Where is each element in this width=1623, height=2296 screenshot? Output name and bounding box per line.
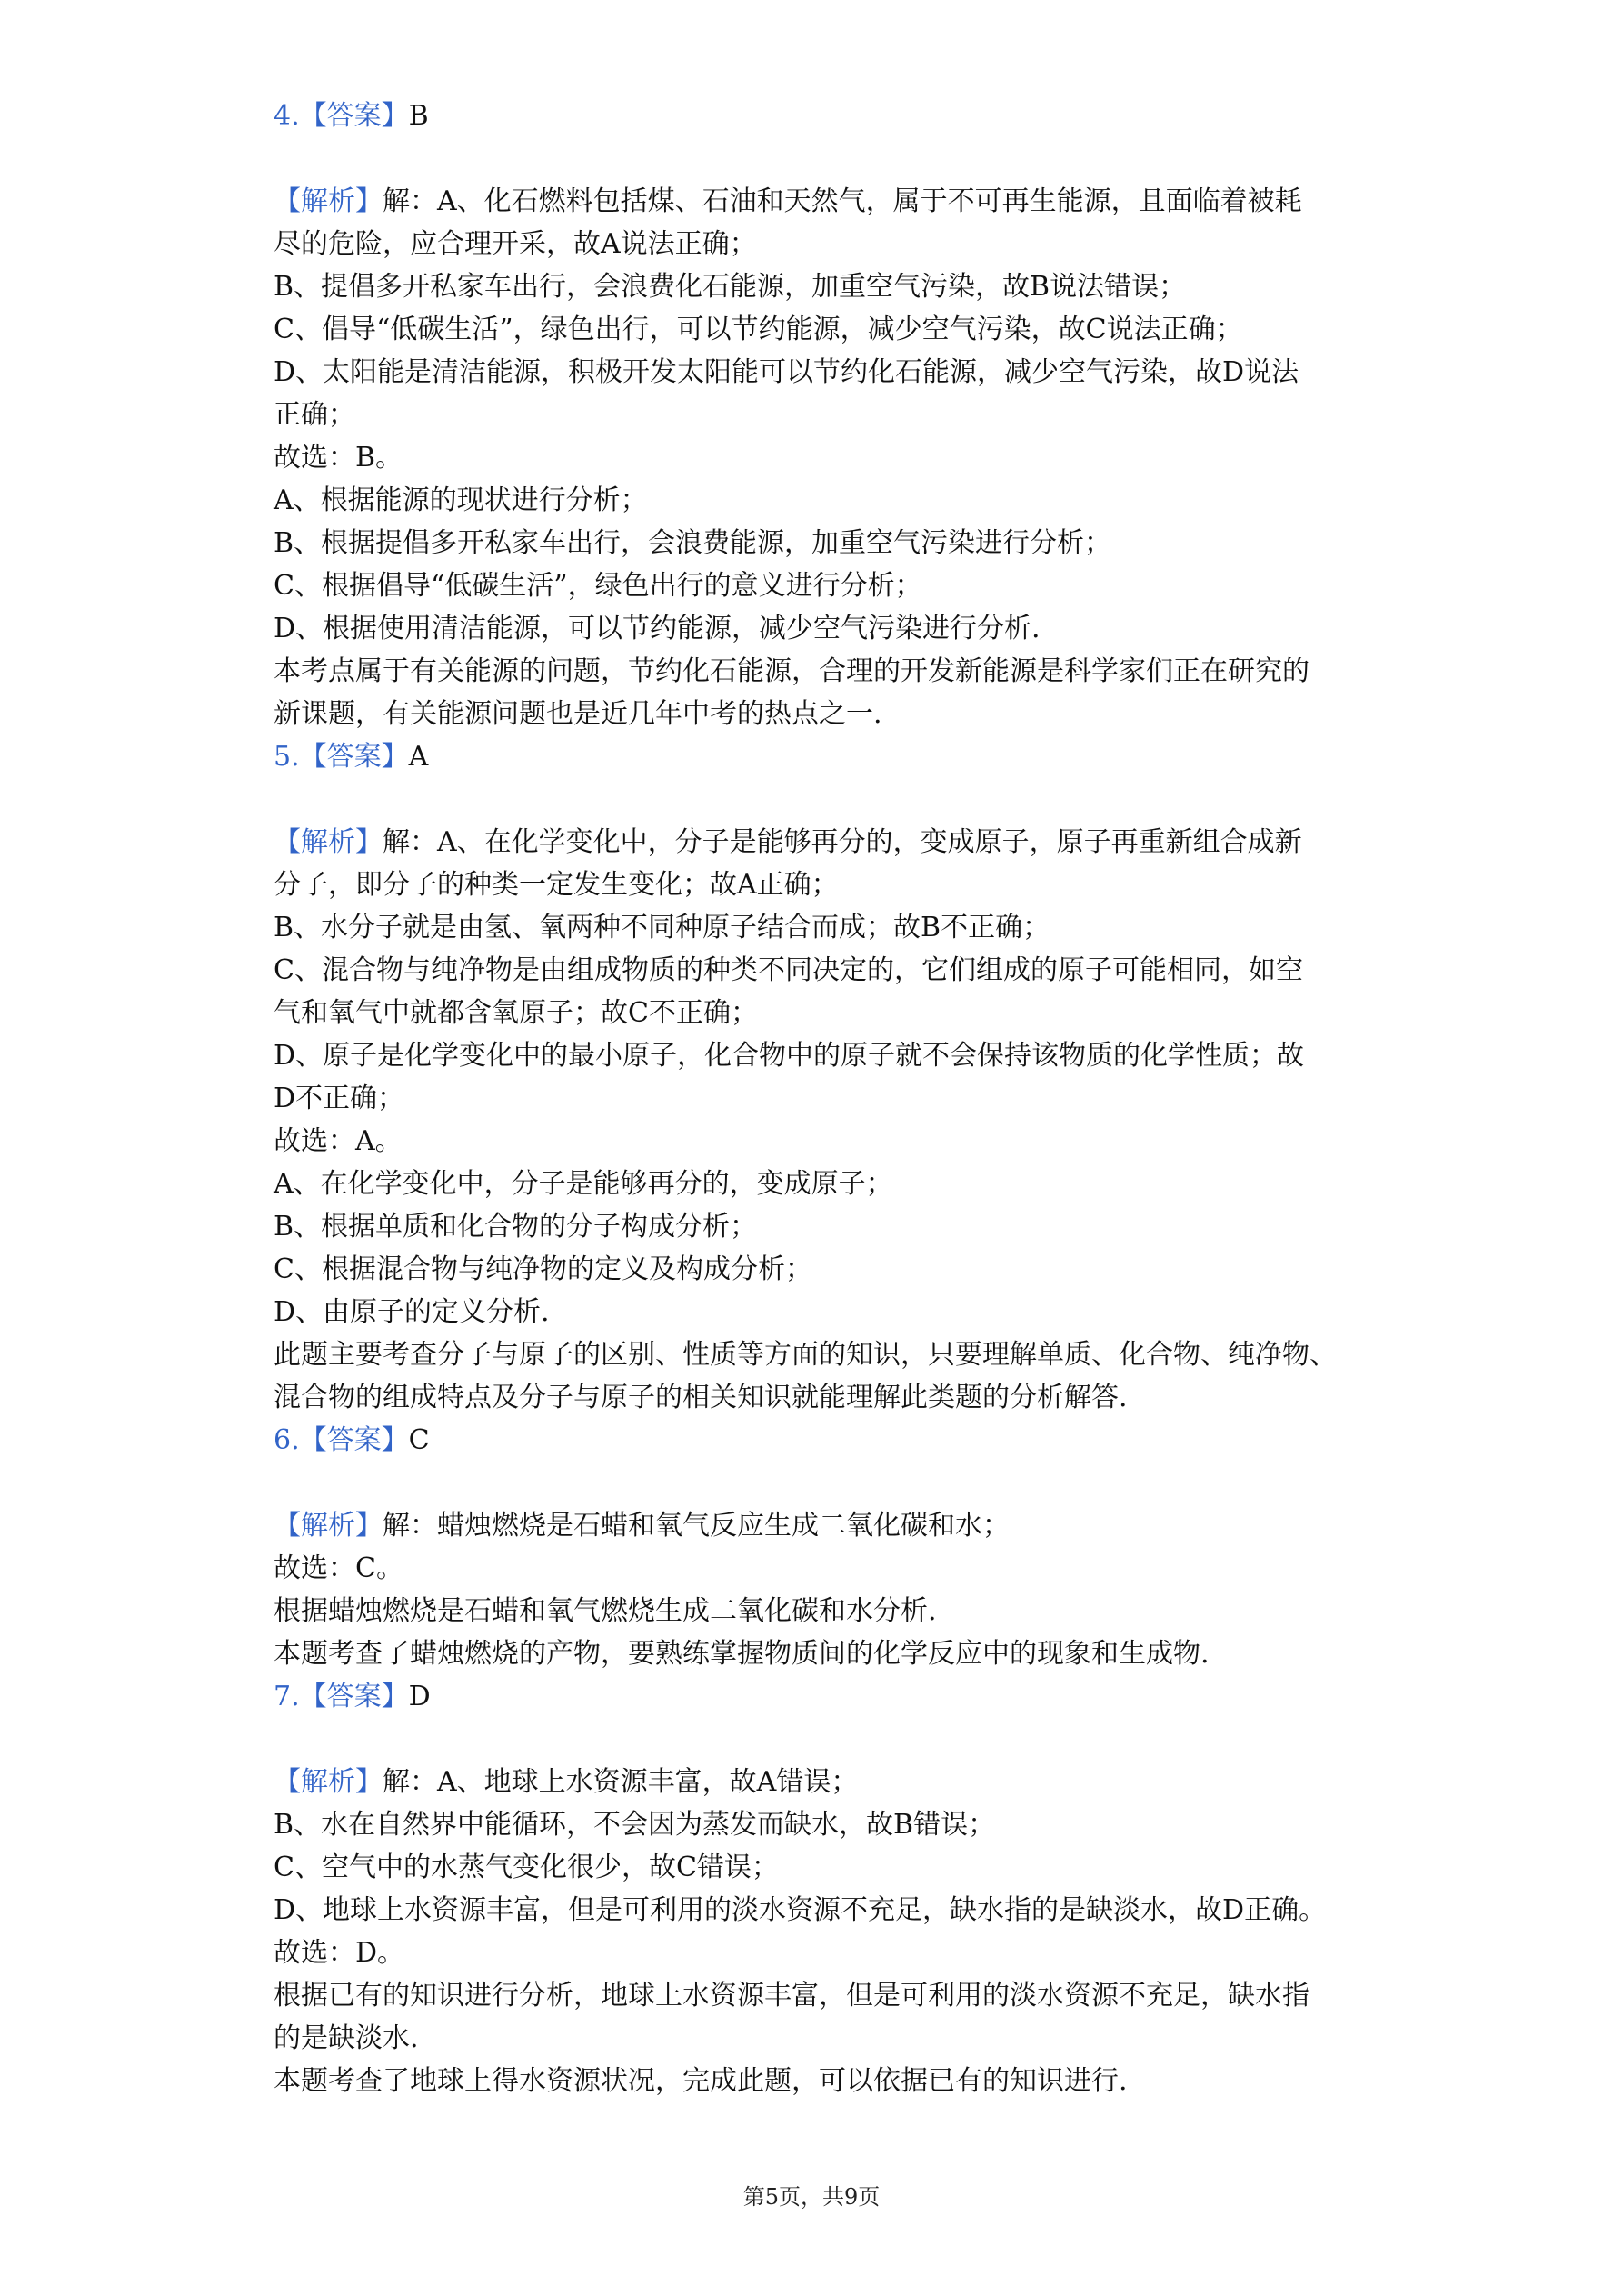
- text-line: 气和氧气中就都含氧原子；故C不正确；: [274, 997, 758, 1029]
- text-line: D、根据使用清洁能源，可以节约能源，减少空气污染进行分析.: [274, 613, 1041, 644]
- text-line: 故选：A。: [274, 1125, 403, 1157]
- text-line: B、水分子就是由氢、氧两种不同种原子结合而成；故B不正确；: [274, 912, 1050, 943]
- answer-line-q6: [274, 1419, 1373, 1462]
- text-line: A、根据能源的现状进行分析；: [274, 484, 648, 516]
- page-footer: 第5页，共9页: [742, 2184, 881, 2210]
- text-line: 尽的危险，应合理开采，故A说法正确；: [274, 228, 757, 260]
- text-line: 本考点属于有关能源的问题，节约化石能源，合理的开发新能源是科学家们正在研究的: [274, 655, 1309, 687]
- text-line: 故选：C。: [274, 1552, 403, 1584]
- analysis-line: 【解析】解：蜡烛燃烧是石蜡和氧气反应生成二氧化碳和水；: [274, 1510, 1010, 1542]
- analysis-tag: 【解析】: [274, 1510, 383, 1542]
- text-line: 正确；: [274, 399, 355, 431]
- text-line: A、在化学变化中，分子是能够再分的，变成原子；: [274, 1168, 893, 1200]
- text-line: C、倡导“低碳生活”，绿色出行，可以节约能源，减少空气污染，故C说法正确；: [274, 314, 1243, 345]
- text-line: C、空气中的水蒸气变化很少，故C错误；: [274, 1852, 779, 1883]
- text-line: 分子，即分子的种类一定发生变化；故A正确；: [274, 869, 839, 901]
- page-content: [274, 95, 1373, 2102]
- analysis-tag: 【解析】: [274, 826, 383, 858]
- text-line: B、水在自然界中能循环，不会因为蒸发而缺水，故B错误；: [274, 1809, 996, 1841]
- text-line: D、地球上水资源丰富，但是可利用的淡水资源不充足，缺水指的是缺淡水，故D正确。: [274, 1894, 1327, 1926]
- text-line: 根据蜡烛燃烧是石蜡和氧气燃烧生成二氧化碳和水分析.: [274, 1595, 937, 1627]
- text-line: 根据已有的知识进行分析，地球上水资源丰富，但是可利用的淡水资源不充足，缺水指: [274, 1980, 1309, 2011]
- text-line: D、由原子的定义分析.: [274, 1296, 550, 1328]
- text-line: C、混合物与纯净物是由组成物质的种类不同决定的，它们组成的原子可能相同，如空: [274, 954, 1303, 986]
- answer-tag: 【答案】: [299, 100, 409, 132]
- text-line: 本题考查了蜡烛燃烧的产物，要熟练掌握物质间的化学反应中的现象和生成物.: [274, 1638, 1210, 1670]
- answer-tag: 【答案】: [299, 1681, 409, 1712]
- text-line: 混合物的组成特点及分子与原子的相关知识就能理解此类题的分析解答.: [274, 1382, 1128, 1413]
- text-line: C、根据混合物与纯净物的定义及构成分析；: [274, 1253, 812, 1285]
- question-number: 7.: [274, 1681, 300, 1712]
- answer-tag: 【答案】: [299, 741, 409, 773]
- analysis-line: 【解析】解：A、在化学变化中，分子是能够再分的，变成原子，原子再重新组合成新: [274, 826, 1302, 858]
- answer-line-q5: [274, 735, 1373, 778]
- text-line: B、根据单质和化合物的分子构成分析；: [274, 1211, 758, 1243]
- answer-value: C: [408, 1424, 430, 1456]
- text-line: B、根据提倡多开私家车出行，会浪费能源，加重空气污染进行分析；: [274, 527, 1112, 559]
- text-line: 故选：B。: [274, 442, 403, 474]
- answer-line-q7: [274, 1675, 1373, 1718]
- analysis-line: 【解析】解：A、地球上水资源丰富，故A错误；: [274, 1766, 859, 1798]
- text-line: 的是缺淡水.: [274, 2022, 419, 2054]
- answer-value: D: [408, 1681, 431, 1712]
- question-number: 4.: [274, 100, 300, 132]
- text-line: D、太阳能是清洁能源，积极开发太阳能可以节约化石能源，减少空气污染，故D说法: [274, 356, 1299, 388]
- text-line: 本题考查了地球上得水资源状况，完成此题，可以依据已有的知识进行.: [274, 2065, 1128, 2097]
- text-line: D、原子是化学变化中的最小原子，化合物中的原子就不会保持该物质的化学性质；故: [274, 1040, 1305, 1072]
- text-line: 故选：D。: [274, 1937, 405, 1969]
- analysis-tag: 【解析】: [274, 185, 383, 217]
- question-number: 6.: [274, 1424, 300, 1456]
- answer-value: A: [408, 741, 429, 773]
- text-line: 新课题，有关能源问题也是近几年中考的热点之一.: [274, 698, 882, 730]
- answer-tag: 【答案】: [299, 1424, 409, 1456]
- text-line: D不正确；: [274, 1083, 405, 1114]
- text-line: B、提倡多开私家车出行，会浪费化石能源，加重空气污染，故B说法错误；: [274, 271, 1187, 303]
- analysis-tag: 【解析】: [274, 1766, 383, 1798]
- question-number: 5.: [274, 741, 300, 773]
- answer-value: B: [408, 100, 429, 132]
- text-line: C、根据倡导“低碳生活”，绿色出行的意义进行分析；: [274, 570, 922, 602]
- text-line: 此题主要考查分子与原子的区别、性质等方面的知识，只要理解单质、化合物、纯净物、: [274, 1339, 1337, 1371]
- answer-line-q4: [274, 95, 1373, 137]
- analysis-line: 【解析】解：A、化石燃料包括煤、石油和天然气，属于不可再生能源，且面临着被耗: [274, 185, 1302, 217]
